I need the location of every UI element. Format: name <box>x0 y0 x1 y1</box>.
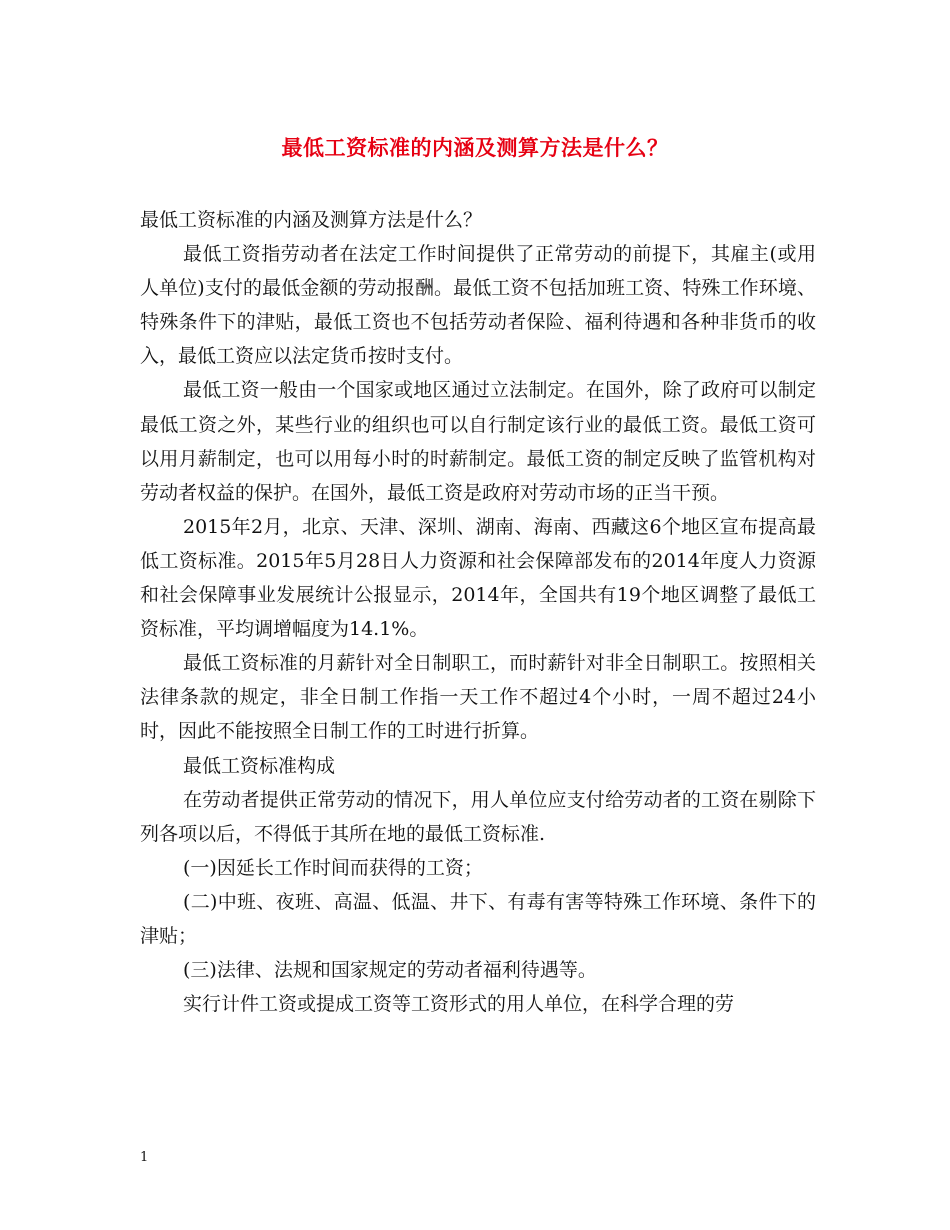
paragraph-legislation: 最低工资一般由一个国家或地区通过立法制定。在国外，除了政府可以制定最低工资之外，某些行业的组织也可以自行制定该行业的最低工资。最低工资可以用月薪制定，也可以用每小时的时薪制定。最低工资的制定反映了监管机构对劳动者权益的保护。在国外，最低工资是政府对劳动市场的正当干预。 <box>140 379 816 504</box>
page-number: 1 <box>140 1150 149 1165</box>
paragraph-definition: 最低工资指劳动者在法定工作时间提供了正常劳动的前提下，其雇主(或用人单位)支付的最低金额的劳动报酬。最低工资不包括加班工资、特殊工作环境、特殊条件下的津贴，最低工资也不包括劳动者保险、福利待遇和各种非货币的收入，最低工资应以法定货币按时支付。 <box>140 243 816 368</box>
paragraph-2015-adjustments: 2015年2月，北京、天津、深圳、湖南、海南、西藏这6个地区宣布提高最低工资标准。2015年5月28日人力资源和社会保障部发布的2014年度人力资源和社会保障事业发展统计公报显示，2014年，全国共有19个地区调整了最低工资标准，平均调增幅度为14.1%。 <box>140 515 816 641</box>
document-title: 最低工资标准的内涵及测算方法是什么？ <box>281 135 669 160</box>
list-item-overtime: (一)因延长工作时间而获得的工资； <box>183 856 483 879</box>
paragraph-monthly-hourly: 最低工资标准的月薪针对全日制职工，而时薪针对非全日制职工。按照相关法律条款的规定，非全日制工作指一天工作不超过4个小时，一周不超过24小时，因此不能按照全日制工作的工时进行折算。 <box>140 652 816 743</box>
document-body <box>140 203 816 1021</box>
paragraph-composition: 在劳动者提供正常劳动的情况下，用人单位应支付给劳动者的工资在剔除下列各项以后，不得低于其所在地的最低工资标准. <box>140 788 816 845</box>
paragraph-piecework: 实行计件工资或提成工资等工资形式的用人单位，在科学合理的劳 <box>183 993 735 1016</box>
list-item-allowances: (二)中班、夜班、高温、低温、井下、有毒有害等特殊工作环境、条件下的津贴； <box>140 890 816 947</box>
paragraph-intro-heading: 最低工资标准的内涵及测算方法是什么？ <box>140 209 483 231</box>
list-item-welfare: (三)法律、法规和国家规定的劳动者福利待遇等。 <box>183 959 597 982</box>
section-heading-composition: 最低工资标准构成 <box>183 754 336 777</box>
